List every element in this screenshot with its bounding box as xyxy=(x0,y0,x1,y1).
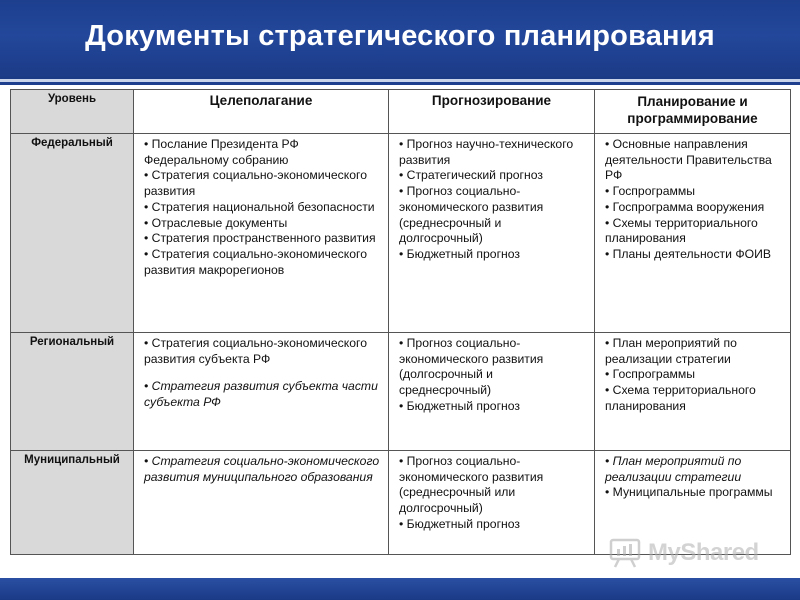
list-item: • Схема территориального планирования xyxy=(601,383,784,414)
table-row-regional xyxy=(11,333,791,451)
list-item: • Послание Президента РФ Федеральному собранию xyxy=(140,137,382,168)
list-item: • Стратегия социально-экономического развития макрорегионов xyxy=(140,247,382,278)
regional-goal-cell xyxy=(134,333,389,451)
list-item: • Прогноз социально-экономического развития (среднесрочный или долгосрочный) xyxy=(395,454,588,517)
list-item: • Стратегия пространственного развития xyxy=(140,231,382,247)
regional-planning-cell xyxy=(595,333,791,451)
level-municipal: Муниципальный xyxy=(11,451,134,555)
list-item: • Стратегический прогноз xyxy=(395,168,588,184)
title-bar xyxy=(0,0,800,82)
federal-forecast-cell xyxy=(389,134,595,333)
list-item: • Прогноз социально-экономического развития (среднесрочный и долгосрочный) xyxy=(395,184,588,247)
list-item: • Госпрограмма вооружения xyxy=(601,200,784,216)
watermark xyxy=(608,536,778,570)
list-item: • Отраслевые документы xyxy=(140,216,382,232)
footer-bar xyxy=(0,578,800,600)
level-federal: Федеральный xyxy=(11,134,134,333)
list-item: • Схемы территориального планирования xyxy=(601,216,784,247)
header-planning: Планирование и программирование xyxy=(595,90,791,134)
list-item: • Стратегия социально-экономического развития xyxy=(140,168,382,199)
list-item: • Стратегия развития субъекта части субъекта РФ xyxy=(140,379,382,410)
federal-goal-cell xyxy=(134,134,389,333)
list-item: • Бюджетный прогноз xyxy=(395,399,588,415)
list-item: • Муниципальные программы xyxy=(601,485,784,501)
planning-documents-table xyxy=(10,89,791,555)
list-item: • Основные направления деятельности Правительства РФ xyxy=(601,137,784,184)
list-item: • Прогноз научно-технического развития xyxy=(395,137,588,168)
municipal-forecast-cell xyxy=(389,451,595,555)
regional-forecast-cell xyxy=(389,333,595,451)
list-item: • Стратегия социально-экономического развития муниципального образования xyxy=(140,454,382,485)
list-item: • Бюджетный прогноз xyxy=(395,247,588,263)
header-goal-setting: Целеполагание xyxy=(134,90,389,134)
list-item: • Стратегия национальной безопасности xyxy=(140,200,382,216)
list-item: • Госпрограммы xyxy=(601,184,784,200)
list-item: • Бюджетный прогноз xyxy=(395,517,588,533)
list-item: • Стратегия социально-экономического развития субъекта РФ xyxy=(140,336,382,367)
list-item: • Прогноз социально-экономического развития (долгосрочный и среднесрочный) xyxy=(395,336,588,399)
level-regional: Региональный xyxy=(11,333,134,451)
header-forecasting: Прогнозирование xyxy=(389,90,595,134)
list-item: • Госпрограммы xyxy=(601,367,784,383)
page-title: Документы стратегического планирования xyxy=(85,20,715,52)
municipal-goal-cell xyxy=(134,451,389,555)
list-item: • План мероприятий по реализации стратегии xyxy=(601,336,784,367)
table-header-row xyxy=(11,90,791,134)
watermark-text: MyShared xyxy=(648,539,759,566)
table-row-federal xyxy=(11,134,791,333)
presentation-board-icon xyxy=(608,536,642,570)
list-item: • Планы деятельности ФОИВ xyxy=(601,247,784,263)
header-level: Уровень xyxy=(11,90,134,134)
federal-planning-cell xyxy=(595,134,791,333)
list-item: • План мероприятий по реализации стратегии xyxy=(601,454,784,485)
